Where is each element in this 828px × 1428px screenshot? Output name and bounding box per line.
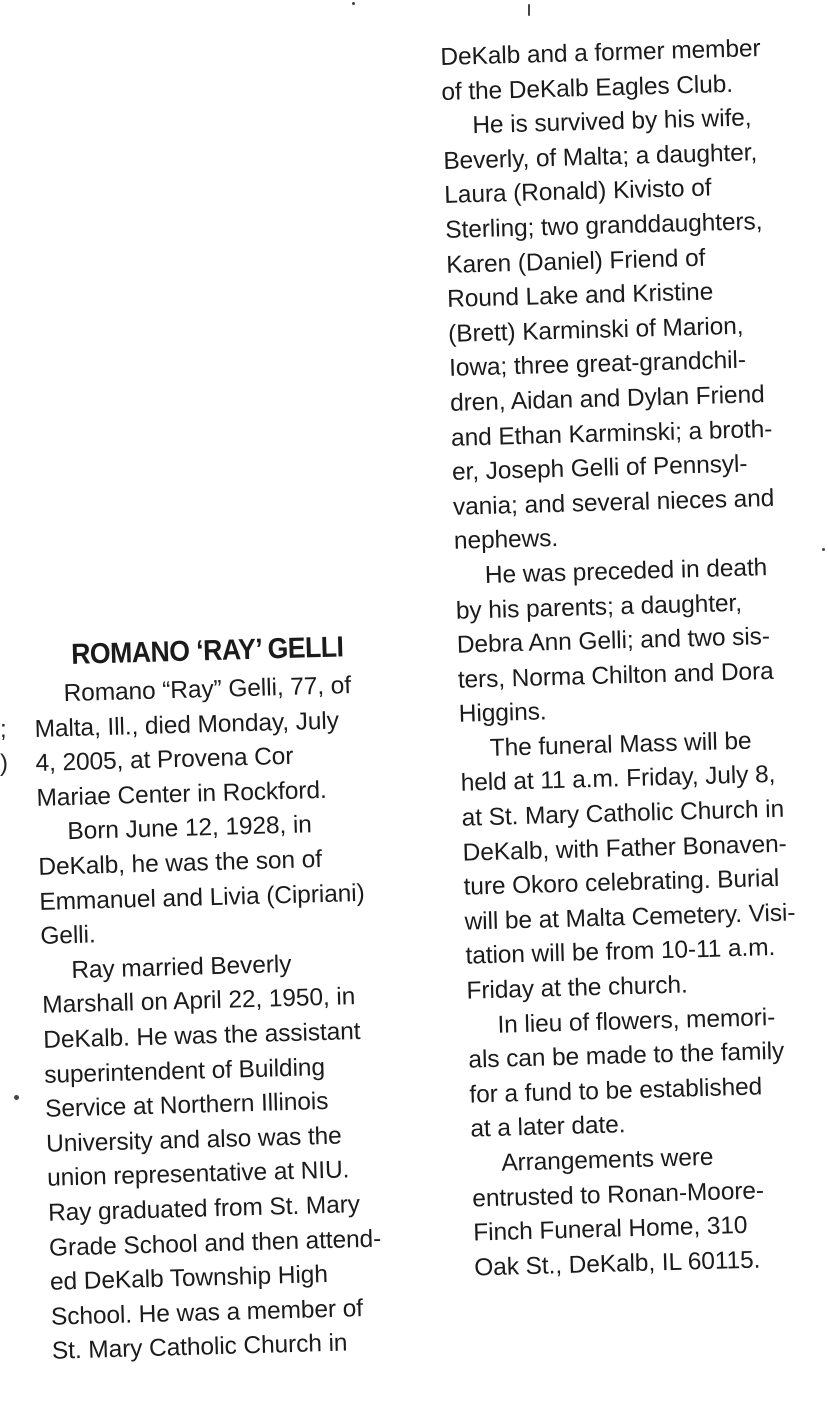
- obituary-paragraph: [467, 998, 828, 1147]
- text-line: DeKalb. He was the assistant: [42, 1017, 361, 1054]
- left-edge-mark-1: ;: [0, 716, 7, 743]
- text-line: In lieu of flowers, memori-: [497, 1003, 776, 1039]
- text-line: He is survived by his wife,: [472, 104, 752, 140]
- text-line: Oak St., DeKalb, IL 60115.: [473, 1246, 761, 1282]
- text-line: will be at Malta Cemetery. Visi-: [464, 899, 796, 936]
- text-line: Sterling; two granddaughters,: [444, 208, 763, 244]
- text-line: ters, Norma Chilton and Dora: [457, 657, 774, 694]
- text-line: University and also was the: [45, 1122, 342, 1158]
- text-line: Debra Ann Gelli; and two sis-: [456, 623, 771, 659]
- text-line: Gelli.: [40, 921, 96, 951]
- text-line: School. He was a member of: [50, 1294, 364, 1331]
- text-line: superintendent of Building: [43, 1053, 326, 1089]
- text-line: Laura (Ronald) Kivisto of: [443, 174, 712, 210]
- text-line: Grade School and then attend-: [48, 1224, 382, 1262]
- text-line: at a later date.: [470, 1111, 626, 1143]
- text-line: at St. Mary Catholic Church in: [461, 795, 785, 832]
- obituary-paragraph: [459, 722, 828, 1010]
- text-line: Born June 12, 1928, in: [67, 811, 313, 846]
- text-line: held at 11 a.m. Friday, July 8,: [460, 761, 776, 798]
- text-line: St. Mary Catholic Church in: [51, 1329, 348, 1365]
- text-line: for a fund to be established: [469, 1073, 763, 1109]
- text-line: ture Okoro celebrating. Burial: [463, 865, 780, 901]
- text-line: Ray married Beverly: [70, 950, 292, 984]
- text-line: Higgins.: [458, 698, 547, 729]
- text-line: by his parents; a daughter,: [455, 589, 743, 625]
- text-line: Romano “Ray” Gelli, 77, of: [63, 672, 352, 708]
- text-line: Ray graduated from St. Mary: [47, 1190, 361, 1227]
- text-line: The funeral Mass will be: [489, 727, 752, 762]
- obituary-headline: ROMANO ‘RAY’ GELLI: [70, 631, 344, 671]
- text-line: DeKalb, with Father Bonaven-: [462, 830, 787, 867]
- text-line: DeKalb and a former member: [440, 35, 761, 71]
- obituary-right-column: [440, 30, 828, 1286]
- text-line: nephews.: [453, 525, 559, 556]
- text-line: Iowa; three great-grandchil-: [448, 346, 747, 383]
- obituary-paragraph: [41, 944, 432, 1370]
- text-line: er, Joseph Gelli of Pennsyl-: [451, 450, 748, 486]
- text-line: Marshall on April 22, 1950, in: [41, 983, 356, 1020]
- obituary-paragraph: [37, 806, 421, 955]
- text-line: (Brett) Karminski of Marion,: [447, 312, 744, 348]
- text-line: entrusted to Ronan-Moore-: [471, 1177, 765, 1213]
- text-line: ed DeKalb Township High: [49, 1261, 329, 1296]
- text-line: als can be made to the family: [468, 1038, 785, 1074]
- text-line: and Ethan Karminski; a broth-: [450, 415, 773, 452]
- text-line: vania; and several nieces and: [452, 484, 775, 521]
- text-line: Friday at the church.: [466, 971, 689, 1005]
- text-line: Karen (Daniel) Friend of: [445, 244, 706, 279]
- text-line: dren, Aidan and Dylan Friend: [449, 381, 765, 417]
- text-line: of the DeKalb Eagles Club.: [441, 70, 734, 106]
- obituary-paragraph: [454, 549, 828, 733]
- text-line: DeKalb, he was the son of: [38, 845, 323, 881]
- text-line: tation will be from 10-11 a.m.: [465, 934, 776, 971]
- obituary-left-column: [32, 625, 432, 1369]
- text-line: Mariae Center in Rockford.: [36, 776, 327, 812]
- text-line: Malta, Ill., died Monday, July: [34, 707, 340, 743]
- left-column-body: [33, 667, 432, 1369]
- text-line: Beverly, of Malta; a daughter,: [442, 138, 758, 175]
- obituary-paragraph: [440, 30, 828, 110]
- obituary-paragraph: [33, 667, 417, 816]
- scan-speck: [352, 2, 355, 5]
- scan-speck: [528, 4, 530, 16]
- text-line: Service at Northern Illinois: [44, 1088, 329, 1123]
- scan-speck: [14, 1095, 19, 1100]
- text-line: Emmanuel and Livia (Cipriani): [39, 879, 365, 916]
- text-line: union representative at NIU.: [46, 1156, 350, 1193]
- right-column-body: [440, 30, 828, 1286]
- text-line: He was preceded in death: [484, 553, 768, 589]
- text-line: Round Lake and Kristine: [446, 278, 714, 314]
- text-line: 4, 2005, at Provena Cor: [35, 742, 294, 778]
- obituary-paragraph: [442, 99, 828, 559]
- text-line: Arrangements were: [500, 1143, 714, 1177]
- text-line: Finch Funeral Home, 310: [472, 1212, 748, 1247]
- left-edge-mark-2: ): [0, 750, 8, 777]
- obituary-paragraph: [471, 1137, 828, 1286]
